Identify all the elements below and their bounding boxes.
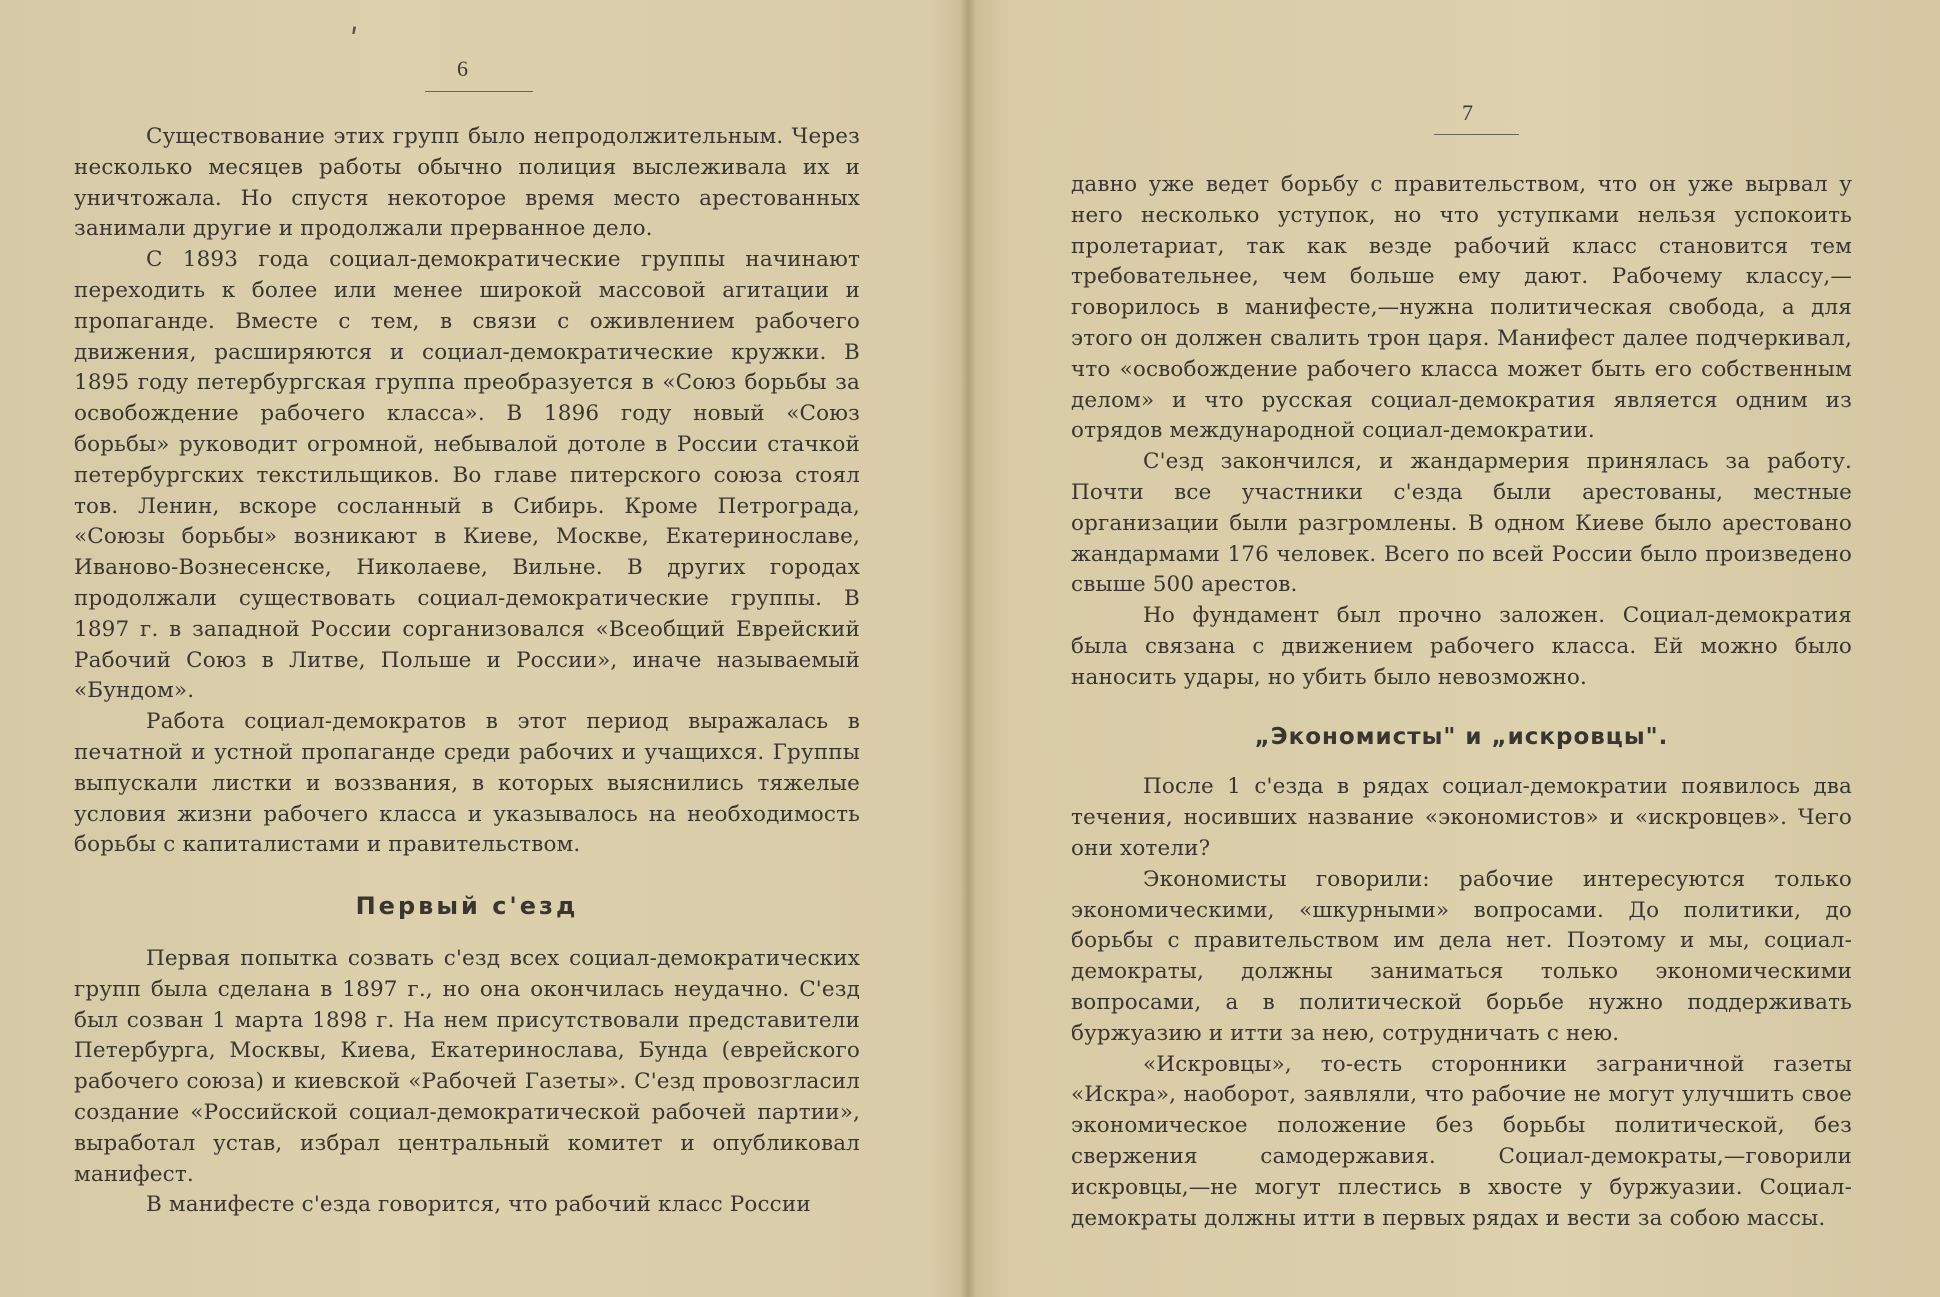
- section-heading: „Экономисты" и „искровцы".: [1254, 723, 1669, 750]
- section-heading: Первый с'езд: [355, 892, 579, 921]
- paragraph: С 1893 года социал-демократические группы начинают переходить к более или менее широкой массовой агитации и пропаганде. Вместе с тем, в связи с оживлением рабочего движения, расширяются и социал-демократические кружки. В 1895 году петербургская группа преобразуется в «Союз борьбы за освобождение рабочего класса». В 1896 году новый «Союз борьбы» руководит огромной, небывалой дотоле в России стачкой петербургских текстильщиков. Во главе питерского союза стоял тов. Ленин, вскоре сосланный в Сибирь. Кроме Петрограда, «Союзы борьбы» возникают в Киеве, Москве, Екатеринославе, Иваново-Вознесенске, Николаеве, Вильне. В других городах продолжали существовать социал-демократические группы. В 1897 г. в западной России сорганизовался «Всеобщий Еврейский Рабочий Союз в Литве, Польше и России», иначе называемый «Бундом».: [74, 247, 860, 704]
- paragraph: давно уже ведет борьбу с правительством, что он уже вырвал у него несколько уступок, но что уступками нельзя успокоить пролетариат, так как везде рабочий класс становится тем требовательнее, чем больше ему дают. Рабочему классу,—говорилось в манифесте,—нужна политическая свобода, а для этого он должен свалить трон царя. Манифест далее подчеркивал, что «освобождение рабочего класса может быть его собственным делом» и что русская социал-демократия является одним из отрядов международной социал-демократии.: [1071, 172, 1852, 444]
- page-number: 6: [457, 56, 468, 81]
- book-gutter: [960, 0, 976, 1297]
- paragraph: Работа социал-демократов в этот период выражалась в печатной и устной пропаганде среди рабочих и учащихся. Группы выпускали листки и воззвания, в которых выяснились тяжелые условия жизни рабочего класса и указывалось на необходимость борьбы с капиталистами и правительством.: [74, 709, 860, 858]
- paragraph: В манифесте с'езда говорится, что рабочий класс России: [146, 1192, 811, 1218]
- paragraph: «Искровцы», то-есть сторонники заграничной газеты «Искра», наоборот, заявляли, что рабочие не могут улучшить свое экономическое положение без борьбы политической, без свержения самодержавия. Социал-демократы,—говорили искровцы,—не могут плестись в хвосте у буржуазии. Социал-демократы должны итти в первых рядах и вести за собою массы.: [1071, 1051, 1852, 1231]
- paragraph: Но фундамент был прочно заложен. Социал-демократия была связана с движением рабочего класса. Ей можно было наносить удары, но убить было невозможно.: [1071, 603, 1852, 690]
- left-page: [0, 0, 960, 1297]
- paragraph: Экономисты говорили: рабочие интересуются только экономическими, «шкурными» вопросами. До политики, до борьбы с правительством им дела нет. Поэтому и мы, социал-демократы, должны заниматься только экономическими вопросами, а в политической борьбе нужно поддерживать буржуазию и итти за нею, сотрудничать с нею.: [1071, 866, 1852, 1046]
- left-page-text: [74, 122, 860, 1221]
- page-number-rule: [1434, 134, 1519, 135]
- paragraph: Первая попытка созвать с'езд всех социал-демократических групп была сделана в 1897 г., но она окончилась неудачно. С'езд был созван 1 марта 1898 г. На нем присутствовали представители Петербурга, Москвы, Киева, Екатеринослава, Бунда (еврейского рабочего союза) и киевской «Рабочей Газеты». С'езд провозгласил создание «Российской социал-демократической рабочей партии», выработал устав, избрал центральный комитет и опубликовал манифест.: [74, 945, 860, 1187]
- paragraph: После 1 с'езда в рядах социал-демократии появилось два течения, носивших название «экономистов» и «искровцев». Чего они хотели?: [1071, 774, 1852, 861]
- pencil-mark: ʹ: [350, 24, 359, 59]
- page-number: 7: [1462, 100, 1473, 125]
- paragraph: С'езд закончился, и жандармерия принялась за работу. Почти все участники с'езда были арестованы, местные организации были разгромлены. В одном Киеве было арестовано жандармами 176 человек. Всего по всей России было произведено свыше 500 арестов.: [1071, 449, 1852, 598]
- right-page: [976, 0, 1940, 1297]
- page-number-rule: [425, 91, 533, 92]
- paragraph: Существование этих групп было непродолжительным. Через несколько месяцев работы обычно полиция выслеживала их и уничтожала. Но спустя некоторое время место арестованных занимали другие и продолжали прерванное дело.: [74, 124, 860, 242]
- right-page-text: [1071, 170, 1852, 1234]
